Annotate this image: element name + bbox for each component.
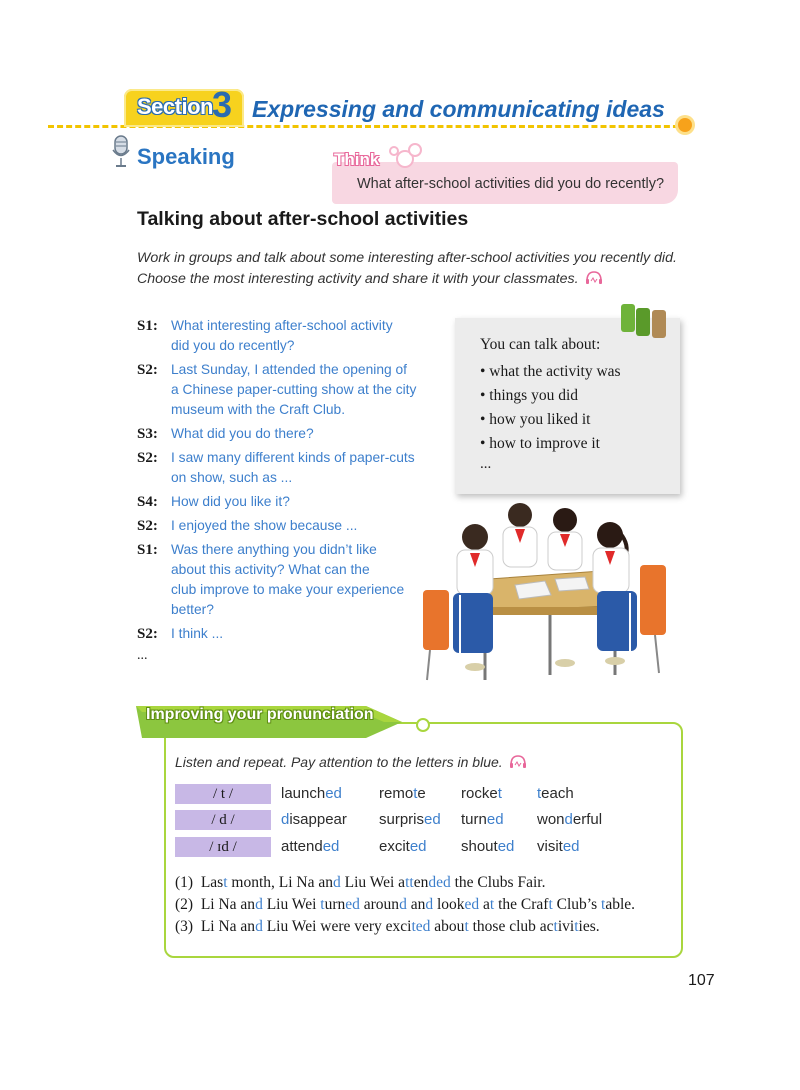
highlighted-letters: d [332, 874, 341, 891]
sentence-part: ivi [557, 918, 575, 935]
highlighted-letters: ed [562, 838, 580, 855]
task-instruction [137, 248, 677, 290]
utterance-line: did you do recently? [171, 338, 295, 353]
connector-dot [416, 718, 430, 732]
green-clip-icon [621, 304, 635, 332]
word-part: isappear [289, 811, 347, 828]
example-word [379, 837, 427, 857]
dialogue-line [137, 316, 467, 356]
highlighted-letters: d [564, 811, 573, 828]
highlighted-letters: ed [325, 785, 342, 802]
think-label: Think [334, 150, 380, 169]
example-word [281, 784, 342, 804]
highlighted-letters: ted [411, 918, 431, 935]
highlighted-letters: t [537, 785, 542, 802]
utterance-line: Was there anything you didn’t like [171, 542, 377, 557]
tip-list [480, 360, 621, 456]
word-part: attend [281, 838, 323, 855]
speaker-label: S2: [137, 626, 158, 642]
think-question: What after-school activities did you do recently? [357, 176, 665, 192]
utterance-line: What did you do there? [171, 426, 314, 441]
highlighted-letters: t [553, 918, 558, 935]
instruction-line: Work in groups and talk about some interesting after-school activities you recently did. [137, 250, 677, 266]
page-number: 107 [688, 972, 715, 989]
word-part: turn [461, 811, 487, 828]
highlighted-letters: ed [409, 838, 427, 855]
tip-item: • how you liked it [480, 411, 591, 428]
utterance-line: Last Sunday, I attended the opening of [171, 362, 408, 377]
word-part: each [541, 785, 574, 802]
sentence-part: Club’s [552, 896, 602, 913]
utterance-line: How did you like it? [171, 494, 290, 509]
speaker-label: S1: [137, 542, 158, 558]
sentence-part: an [406, 896, 426, 913]
pronunciation-instruction-text: Listen and repeat. Pay attention to the letters in blue. [175, 754, 503, 770]
instruction-line [137, 269, 677, 290]
bubble-icon [389, 146, 399, 156]
speaker-label: S2: [137, 450, 158, 466]
utterance [171, 360, 416, 420]
sentence-part: en [413, 874, 429, 891]
utterance [171, 492, 290, 512]
phoneme-row [175, 810, 675, 832]
phoneme-row [175, 784, 675, 806]
section-word: Section [137, 94, 213, 119]
speaking-heading: Speaking [137, 144, 235, 169]
dialogue-ellipsis: ... [137, 648, 148, 663]
sentence-part: Liu Wei were very exci [262, 918, 412, 935]
brown-clip-icon [652, 310, 666, 338]
utterance [171, 516, 357, 536]
word-part: shout [461, 838, 498, 855]
sentence-part: look [433, 896, 465, 913]
phoneme-label: / t / [175, 784, 271, 804]
highlighted-letters: d [425, 896, 434, 913]
utterance-line: I think ... [171, 626, 224, 641]
utterance-line: museum with the Craft Club. [171, 402, 346, 417]
sentence-part: able. [605, 896, 636, 913]
utterance-line: What interesting after-school activity [171, 318, 393, 333]
section-number: 3 [212, 84, 233, 125]
sentence-part: month, Li Na an [227, 874, 333, 891]
highlighted-letters: t [548, 896, 553, 913]
practice-sentence [175, 894, 635, 916]
practice-sentence [175, 916, 635, 938]
word-part: rocke [461, 785, 498, 802]
phoneme-row [175, 837, 675, 859]
highlighted-letters: tt [405, 874, 414, 891]
highlighted-letters: ed [322, 838, 340, 855]
sentence-part: (2) Li Na an [175, 896, 256, 913]
sentence-part: aroun [359, 896, 400, 913]
example-word [537, 810, 602, 830]
example-word [281, 810, 347, 830]
word-part: remo [379, 785, 414, 802]
word-part: excit [379, 838, 410, 855]
example-word [461, 784, 502, 804]
word-part: surpris [379, 811, 425, 828]
sentence-part: Liu Wei [262, 896, 321, 913]
sentence-part: abou [430, 918, 465, 935]
example-word [537, 837, 580, 857]
section-title: Expressing and communicating ideas [252, 96, 665, 122]
instruction-text: Choose the most interesting activity and share it with your classmates. [137, 271, 579, 287]
example-word [461, 810, 504, 830]
highlighted-letters: d [255, 918, 263, 935]
speaker-label: S2: [137, 518, 158, 534]
speaker-label: S3: [137, 426, 158, 442]
highlighted-letters: t [320, 896, 325, 913]
sentence-part: a [479, 896, 490, 913]
utterance [171, 316, 393, 356]
word-part: launch [281, 785, 326, 802]
utterance [171, 540, 404, 620]
sentence-part: the Craf [494, 896, 549, 913]
word-part: won [537, 811, 565, 828]
word-part: visit [537, 838, 563, 855]
phoneme-label: / d / [175, 810, 271, 830]
highlighted-letters: ded [428, 874, 451, 891]
highlighted-letters: ed [464, 896, 480, 913]
speaker-label: S1: [137, 318, 158, 334]
practice-sentences [175, 872, 635, 938]
highlighted-letters: d [399, 896, 407, 913]
dialogue-line [137, 424, 467, 444]
headphones-audio-icon[interactable] [509, 755, 527, 769]
highlighted-letters: t [413, 785, 418, 802]
task-title: Talking about after-school activities [137, 208, 469, 230]
example-word [461, 837, 514, 857]
tip-item: • how to improve it [480, 435, 600, 452]
tip-item: • what the activity was [480, 363, 621, 380]
utterance [171, 424, 314, 444]
highlighted-letters: d [255, 896, 263, 913]
sentence-part: (3) Li Na an [175, 918, 256, 935]
speaker-label: S2: [137, 362, 158, 378]
speaker-label: S4: [137, 494, 158, 510]
word-part: erful [572, 811, 603, 828]
sentence-part: those club ac [468, 918, 554, 935]
utterance-line: about this activity? What can the [171, 562, 370, 577]
students-illustration [415, 495, 675, 685]
highlighted-letters: ed [345, 896, 360, 913]
sentence-part: Liu Wei a [340, 874, 406, 891]
highlighted-letters: d [281, 811, 290, 828]
dialogue-line [137, 448, 467, 488]
tip-ellipsis: ... [480, 456, 492, 472]
example-word [379, 784, 426, 804]
sentence-part: ies. [578, 918, 600, 935]
highlighted-letters: t [464, 918, 469, 935]
highlighted-letters: t [497, 785, 502, 802]
highlighted-letters: t [489, 896, 495, 913]
green-clip-icon [636, 308, 650, 336]
pronunciation-instruction [175, 754, 527, 770]
example-word [537, 784, 574, 804]
sentence-part: the Clubs Fair. [450, 874, 546, 891]
utterance [171, 624, 223, 644]
utterance-line: a Chinese paper-cutting show at the city [171, 382, 417, 397]
practice-sentence [175, 872, 635, 894]
dialogue-line [137, 360, 467, 420]
utterance-line: on show, such as ... [171, 470, 293, 485]
highlighted-letters: t [223, 874, 228, 891]
highlighted-letters: t [601, 896, 606, 913]
highlighted-letters: ed [486, 811, 504, 828]
headphones-audio-icon[interactable] [585, 271, 603, 285]
utterance [171, 448, 415, 488]
sun-dot-icon [678, 118, 692, 132]
example-word [379, 810, 441, 830]
utterance-line: I enjoyed the show because ... [171, 518, 358, 533]
highlighted-letters: ed [424, 811, 441, 828]
highlighted-letters: ed [497, 838, 515, 855]
utterance-line: better? [171, 602, 214, 617]
example-word [281, 837, 339, 857]
word-part: e [417, 785, 426, 802]
phoneme-label: / ɪd / [175, 837, 271, 857]
sentence-part: (1) Las [175, 874, 224, 891]
utterance-line: I saw many different kinds of paper-cuts [171, 450, 415, 465]
tip-item: • things you did [480, 387, 579, 404]
pronunciation-title: Improving your pronunciation [146, 706, 374, 723]
bubble-icon [408, 143, 422, 157]
tip-title: You can talk about: [480, 336, 601, 353]
microphone-icon [111, 135, 131, 169]
utterance-line: club improve to make your experience [171, 582, 405, 597]
sentence-part: urn [324, 896, 346, 913]
highlighted-letters: t [574, 918, 579, 935]
